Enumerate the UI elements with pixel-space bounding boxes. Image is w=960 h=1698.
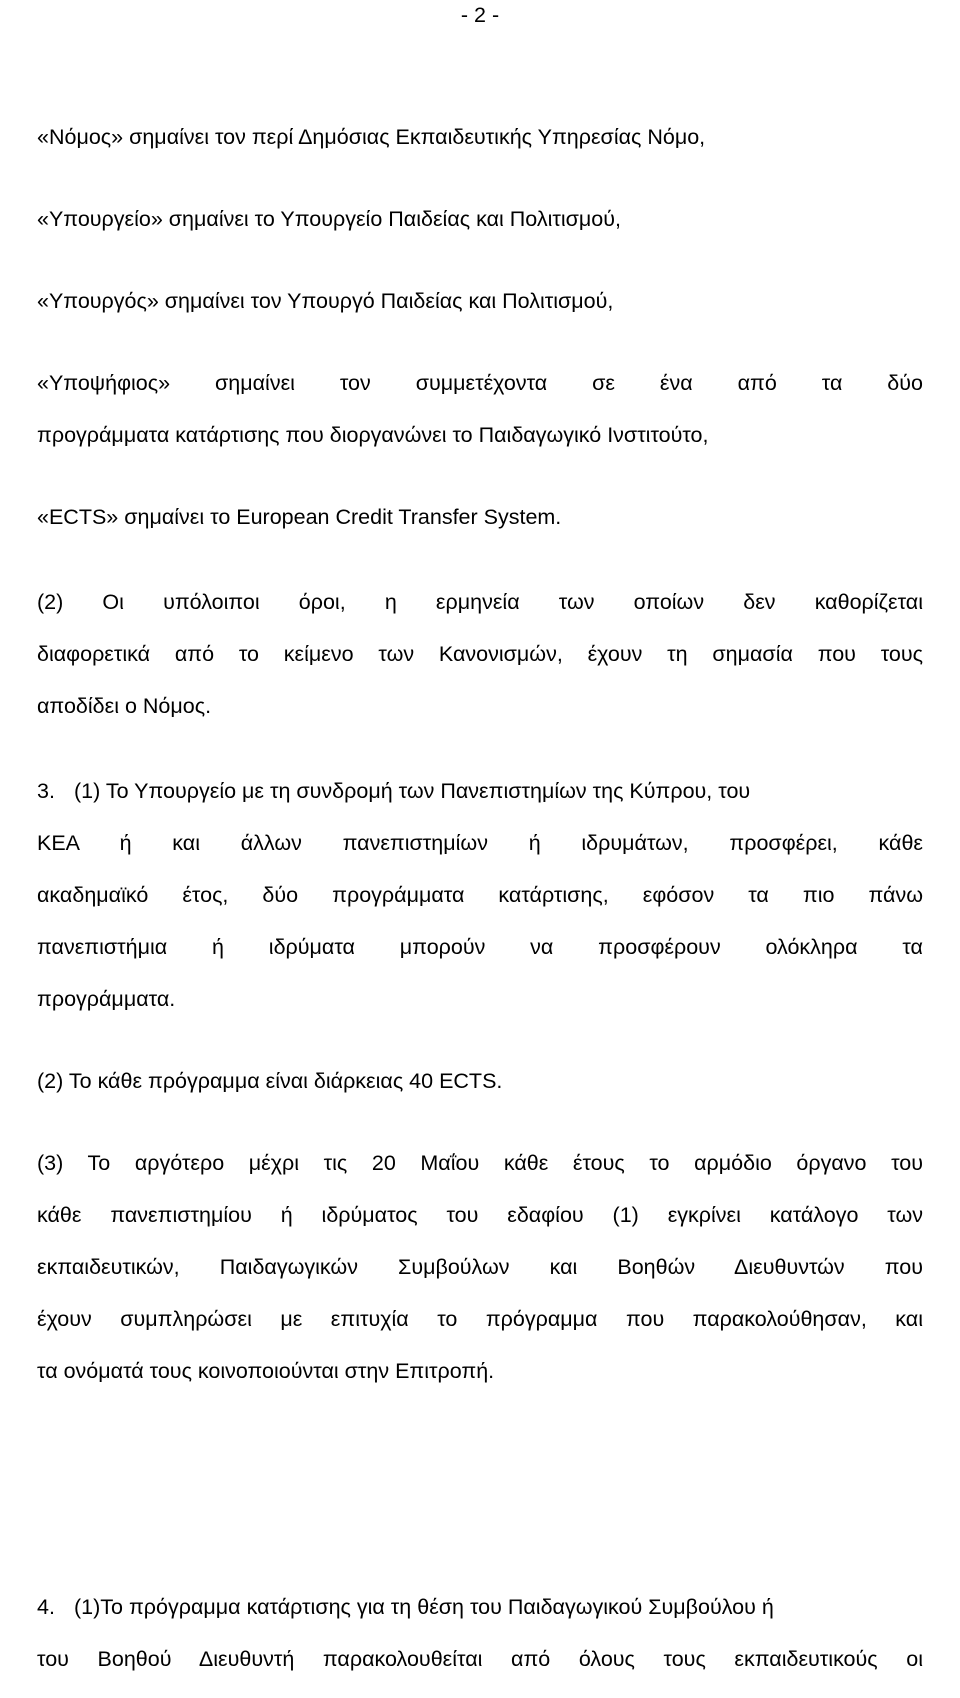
section-3-first-line — [37, 776, 923, 806]
section-3-subsection-3-line-3: εκπαιδευτικών, Παιδαγωγικών Συμβούλων και Βοηθών Διευθυντών που — [37, 1255, 923, 1279]
paragraph-2-line-3: αποδίδει ο Νόμος. — [37, 694, 212, 718]
section-3-subsection-3-line-4: έχουν συμπληρώσει με επιτυχία το πρόγραμμα που παρακολούθησαν, και — [37, 1307, 923, 1331]
section-3-line-5: προγράμματα. — [37, 987, 176, 1011]
definition-ypourgeio: «Υπουργείο» σημαίνει το Υπουργείο Παιδείας και Πολιτισμού, — [37, 207, 621, 231]
section-3-subsection-3-line-5: τα ονόματά τους κοινοποιούνται στην Επιτροπή. — [37, 1359, 495, 1383]
section-3-line-3: ακαδημαϊκό έτος, δύο προγράμματα κατάρτισης, εφόσον τα πιο πάνω — [37, 883, 923, 907]
definition-ypopsifios-line-1: «Υποψήφιος» σημαίνει τον συμμετέχοντα σε ένα από τα δύο — [37, 371, 923, 395]
section-3-subsection-3-line-2: κάθε πανεπιστημίου ή ιδρύματος του εδαφίου (1) εγκρίνει κατάλογο των — [37, 1203, 923, 1227]
section-3-line-4: πανεπιστήμια ή ιδρύματα μπορούν να προσφέρουν ολόκληρα τα — [37, 935, 923, 959]
definition-ypourgos: «Υπουργός» σημαίνει τον Υπουργό Παιδείας και Πολιτισμού, — [37, 289, 614, 313]
page-number: - 2 - — [460, 3, 500, 27]
section-3-line-1: (1) Το Υπουργείο με τη συνδρομή των Πανεπιστημίων της Κύπρου, του — [74, 779, 751, 803]
paragraph-2-line-1: (2) Οι υπόλοιποι όροι, η ερμηνεία των οποίων δεν καθορίζεται — [37, 590, 923, 614]
definition-ypopsifios-line-2: προγράμματα κατάρτισης που διοργανώνει το Παιδαγωγικό Ινστιτούτο, — [37, 423, 709, 447]
section-4-first-line — [37, 1592, 923, 1622]
section-4-line-1: (1)Το πρόγραμμα κατάρτισης για τη θέση του Παιδαγωγικού Συμβούλου ή — [74, 1595, 774, 1619]
section-3-subsection-2: (2) Το κάθε πρόγραμμα είναι διάρκειας 40 ECTS. — [37, 1069, 503, 1093]
definition-ects: «ECTS» σημαίνει το European Credit Transfer System. — [37, 505, 562, 529]
paragraph-2-line-2: διαφορετικά από το κείμενο των Κανονισμών, έχουν τη σημασία που τους — [37, 642, 923, 666]
section-3-subsection-3-line-1: (3) Το αργότερο μέχρι τις 20 Μαΐου κάθε έτους το αρμόδιο όργανο του — [37, 1151, 923, 1175]
section-3-number: 3. — [37, 779, 55, 803]
definition-nomos: «Νόμος» σημαίνει τον περί Δημόσιας Εκπαιδευτικής Υπηρεσίας Νόμο, — [37, 125, 706, 149]
section-4-line-2: του Βοηθού Διευθυντή παρακολουθείται από όλους τους εκπαιδευτικούς οι — [37, 1647, 923, 1671]
section-4-number: 4. — [37, 1595, 55, 1619]
section-3-line-2: ΚΕΑ ή και άλλων πανεπιστημίων ή ιδρυμάτων, προσφέρει, κάθε — [37, 831, 923, 855]
